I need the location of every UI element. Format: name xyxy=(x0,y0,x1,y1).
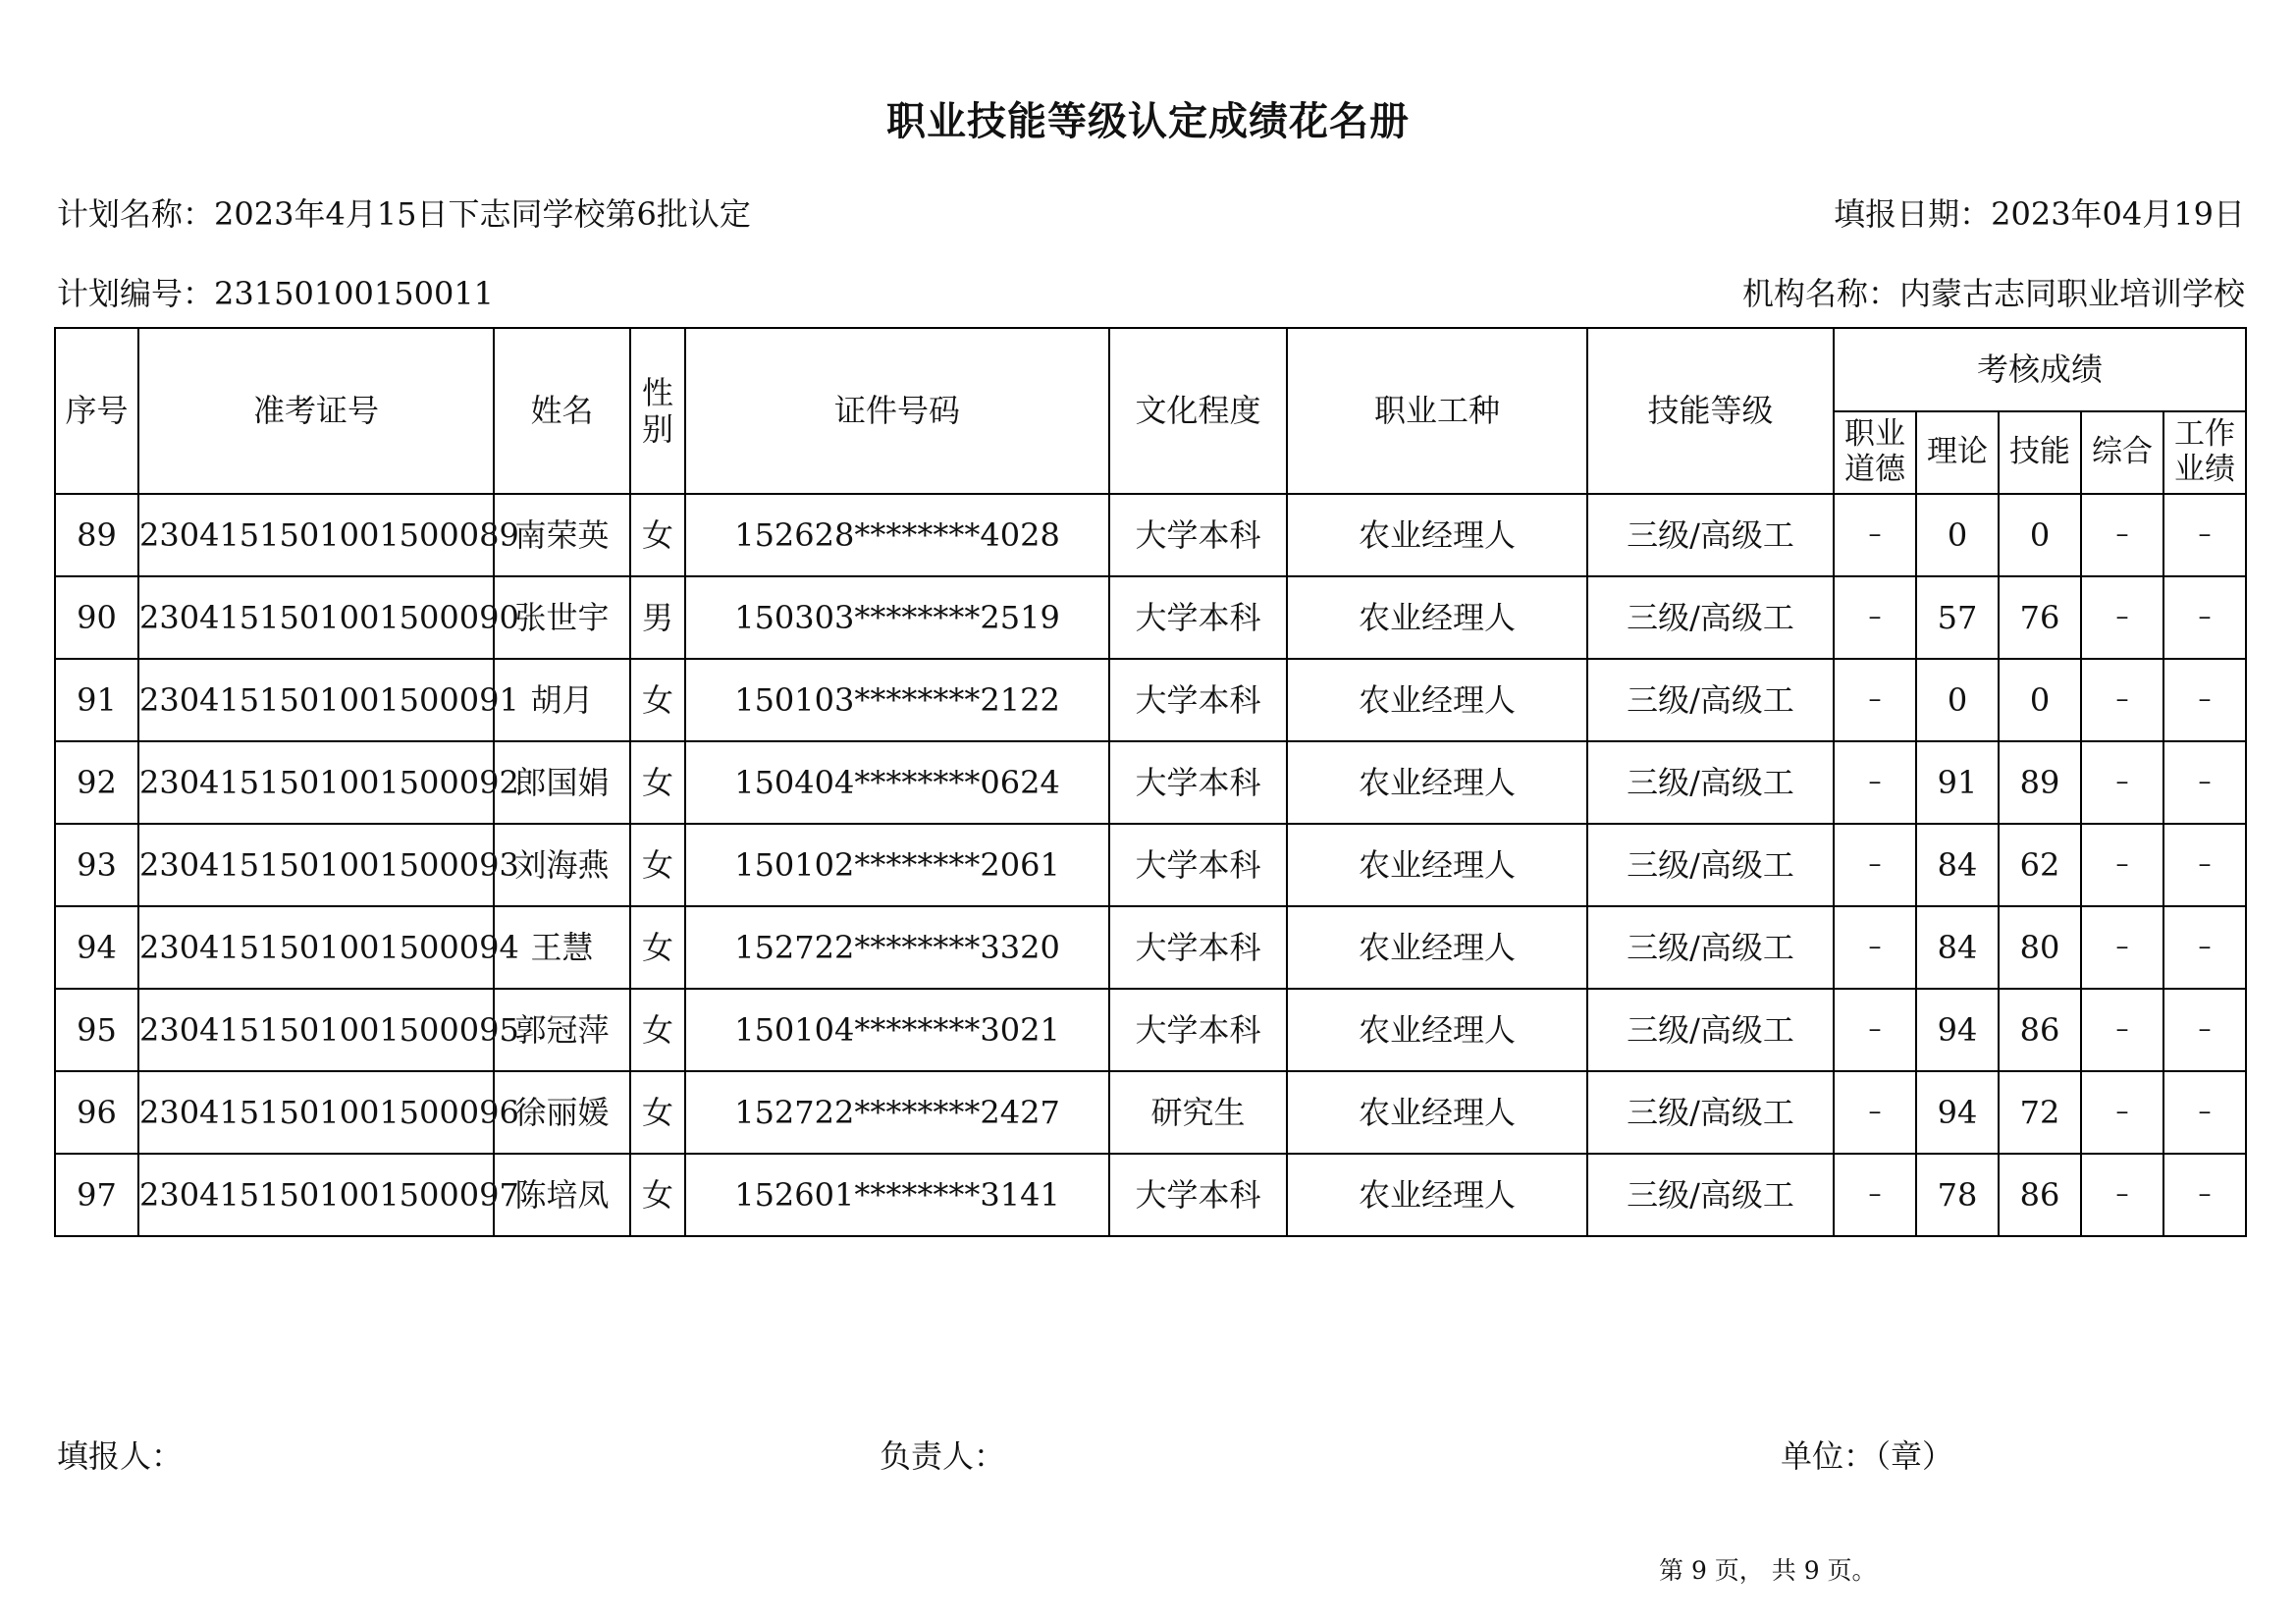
cell-ticket-no: 2304151501001500094 xyxy=(138,906,494,989)
cell-id-number: 152722********3320 xyxy=(685,906,1109,989)
header-theory: 理论 xyxy=(1916,411,1999,494)
cell-education: 研究生 xyxy=(1109,1071,1287,1154)
table-row xyxy=(55,659,2246,741)
cell-skill-level: 三级/高级工 xyxy=(1587,989,1834,1071)
cell-theory: 84 xyxy=(1916,824,1999,906)
table-row xyxy=(55,824,2246,906)
cell-seq: 90 xyxy=(55,576,138,659)
table-row xyxy=(55,989,2246,1071)
cell-education: 大学本科 xyxy=(1109,906,1287,989)
table-row xyxy=(55,494,2246,576)
cell-work-performance: – xyxy=(2163,659,2246,741)
cell-skill-level: 三级/高级工 xyxy=(1587,659,1834,741)
cell-work-performance: – xyxy=(2163,494,2246,576)
cell-seq: 96 xyxy=(55,1071,138,1154)
cell-skill: 0 xyxy=(1999,659,2081,741)
cell-name: 王慧 xyxy=(494,906,630,989)
cell-name: 郎国娟 xyxy=(494,741,630,824)
cell-skill-level: 三级/高级工 xyxy=(1587,906,1834,989)
cell-overall: – xyxy=(2081,576,2163,659)
cell-ethics: – xyxy=(1834,824,1916,906)
cell-skill-level: 三级/高级工 xyxy=(1587,494,1834,576)
cell-theory: 57 xyxy=(1916,576,1999,659)
cell-theory: 0 xyxy=(1916,494,1999,576)
cell-overall: – xyxy=(2081,989,2163,1071)
cell-id-number: 150104********3021 xyxy=(685,989,1109,1071)
report-date: 填报日期：2023年04月19日 xyxy=(1834,195,2245,233)
cell-gender: 女 xyxy=(630,906,685,989)
table-row xyxy=(55,741,2246,824)
cell-skill: 76 xyxy=(1999,576,2081,659)
filler-label: 填报人： xyxy=(57,1437,184,1475)
cell-occupation: 农业经理人 xyxy=(1287,1154,1587,1236)
page-title: 职业技能等级认定成绩花名册 xyxy=(886,99,1410,144)
table-row xyxy=(55,906,2246,989)
cell-ticket-no: 2304151501001500091 xyxy=(138,659,494,741)
cell-occupation: 农业经理人 xyxy=(1287,906,1587,989)
table-row xyxy=(55,1071,2246,1154)
header-skill-level: 技能等级 xyxy=(1587,328,1834,494)
cell-education: 大学本科 xyxy=(1109,576,1287,659)
header-id-number: 证件号码 xyxy=(685,328,1109,494)
cell-name: 郭冠萍 xyxy=(494,989,630,1071)
cell-skill: 89 xyxy=(1999,741,2081,824)
organization-name: 机构名称：内蒙古志同职业培训学校 xyxy=(1741,275,2245,312)
cell-theory: 84 xyxy=(1916,906,1999,989)
cell-ethics: – xyxy=(1834,494,1916,576)
cell-occupation: 农业经理人 xyxy=(1287,494,1587,576)
unit-seal-label: 单位：（章） xyxy=(1781,1437,1954,1475)
cell-gender: 女 xyxy=(630,824,685,906)
header-seq: 序号 xyxy=(55,328,138,494)
plan-name: 计划名称：2023年4月15日下志同学校第6批认定 xyxy=(57,195,751,233)
cell-overall: – xyxy=(2081,494,2163,576)
cell-ethics: – xyxy=(1834,576,1916,659)
cell-id-number: 150404********0624 xyxy=(685,741,1109,824)
cell-ethics: – xyxy=(1834,659,1916,741)
cell-id-number: 150102********2061 xyxy=(685,824,1109,906)
cell-theory: 78 xyxy=(1916,1154,1999,1236)
cell-seq: 95 xyxy=(55,989,138,1071)
header-gender: 性别 xyxy=(630,328,685,494)
cell-id-number: 152628********4028 xyxy=(685,494,1109,576)
cell-theory: 91 xyxy=(1916,741,1999,824)
cell-ethics: – xyxy=(1834,1071,1916,1154)
cell-education: 大学本科 xyxy=(1109,659,1287,741)
cell-skill: 80 xyxy=(1999,906,2081,989)
cell-theory: 0 xyxy=(1916,659,1999,741)
cell-overall: – xyxy=(2081,1071,2163,1154)
cell-gender: 男 xyxy=(630,576,685,659)
cell-ethics: – xyxy=(1834,906,1916,989)
cell-seq: 97 xyxy=(55,1154,138,1236)
cell-skill-level: 三级/高级工 xyxy=(1587,824,1834,906)
cell-ticket-no: 2304151501001500097 xyxy=(138,1154,494,1236)
cell-occupation: 农业经理人 xyxy=(1287,741,1587,824)
cell-seq: 92 xyxy=(55,741,138,824)
cell-gender: 女 xyxy=(630,494,685,576)
cell-seq: 94 xyxy=(55,906,138,989)
cell-work-performance: – xyxy=(2163,576,2246,659)
cell-ticket-no: 2304151501001500092 xyxy=(138,741,494,824)
cell-name: 徐丽媛 xyxy=(494,1071,630,1154)
cell-education: 大学本科 xyxy=(1109,494,1287,576)
cell-education: 大学本科 xyxy=(1109,989,1287,1071)
cell-id-number: 150103********2122 xyxy=(685,659,1109,741)
cell-ethics: – xyxy=(1834,741,1916,824)
cell-skill: 86 xyxy=(1999,1154,2081,1236)
cell-gender: 女 xyxy=(630,659,685,741)
plan-number: 计划编号：23150100150011 xyxy=(57,275,495,312)
header-skill: 技能 xyxy=(1999,411,2081,494)
cell-work-performance: – xyxy=(2163,989,2246,1071)
cell-ethics: – xyxy=(1834,989,1916,1071)
cell-skill: 0 xyxy=(1999,494,2081,576)
cell-overall: – xyxy=(2081,741,2163,824)
cell-skill-level: 三级/高级工 xyxy=(1587,741,1834,824)
cell-education: 大学本科 xyxy=(1109,741,1287,824)
cell-work-performance: – xyxy=(2163,1071,2246,1154)
cell-education: 大学本科 xyxy=(1109,824,1287,906)
cell-id-number: 152601********3141 xyxy=(685,1154,1109,1236)
cell-ticket-no: 2304151501001500090 xyxy=(138,576,494,659)
cell-id-number: 150303********2519 xyxy=(685,576,1109,659)
header-overall: 综合 xyxy=(2081,411,2163,494)
header-name: 姓名 xyxy=(494,328,630,494)
cell-skill-level: 三级/高级工 xyxy=(1587,1071,1834,1154)
cell-skill: 62 xyxy=(1999,824,2081,906)
cell-ticket-no: 2304151501001500095 xyxy=(138,989,494,1071)
cell-id-number: 152722********2427 xyxy=(685,1071,1109,1154)
page-number: 第 9 页， 共 9 页。 xyxy=(1659,1556,1877,1585)
cell-occupation: 农业经理人 xyxy=(1287,659,1587,741)
cell-education: 大学本科 xyxy=(1109,1154,1287,1236)
cell-gender: 女 xyxy=(630,1071,685,1154)
header-ethics: 职业道德 xyxy=(1834,411,1916,494)
table-row xyxy=(55,1154,2246,1236)
cell-ticket-no: 2304151501001500096 xyxy=(138,1071,494,1154)
cell-name: 南荣英 xyxy=(494,494,630,576)
cell-name: 胡月 xyxy=(494,659,630,741)
cell-overall: – xyxy=(2081,906,2163,989)
header-occupation: 职业工种 xyxy=(1287,328,1587,494)
cell-ticket-no: 2304151501001500089 xyxy=(138,494,494,576)
cell-overall: – xyxy=(2081,659,2163,741)
cell-occupation: 农业经理人 xyxy=(1287,1071,1587,1154)
cell-seq: 93 xyxy=(55,824,138,906)
cell-theory: 94 xyxy=(1916,989,1999,1071)
cell-ethics: – xyxy=(1834,1154,1916,1236)
cell-work-performance: – xyxy=(2163,1154,2246,1236)
cell-skill-level: 三级/高级工 xyxy=(1587,1154,1834,1236)
cell-skill: 86 xyxy=(1999,989,2081,1071)
header-education: 文化程度 xyxy=(1109,328,1287,494)
responsible-label: 负责人： xyxy=(880,1437,1006,1475)
cell-name: 陈培凤 xyxy=(494,1154,630,1236)
cell-gender: 女 xyxy=(630,1154,685,1236)
cell-occupation: 农业经理人 xyxy=(1287,576,1587,659)
header-assessment-scores: 考核成绩 xyxy=(1834,328,2246,411)
cell-ticket-no: 2304151501001500093 xyxy=(138,824,494,906)
cell-overall: – xyxy=(2081,1154,2163,1236)
cell-gender: 女 xyxy=(630,989,685,1071)
cell-name: 张世宇 xyxy=(494,576,630,659)
cell-theory: 94 xyxy=(1916,1071,1999,1154)
roster-body xyxy=(55,494,2246,1236)
cell-occupation: 农业经理人 xyxy=(1287,824,1587,906)
cell-skill-level: 三级/高级工 xyxy=(1587,576,1834,659)
cell-work-performance: – xyxy=(2163,906,2246,989)
cell-name: 刘海燕 xyxy=(494,824,630,906)
header-work-performance: 工作业绩 xyxy=(2163,411,2246,494)
cell-occupation: 农业经理人 xyxy=(1287,989,1587,1071)
cell-overall: – xyxy=(2081,824,2163,906)
cell-work-performance: – xyxy=(2163,741,2246,824)
cell-seq: 91 xyxy=(55,659,138,741)
cell-seq: 89 xyxy=(55,494,138,576)
cell-work-performance: – xyxy=(2163,824,2246,906)
score-roster-table xyxy=(54,327,2247,1237)
cell-skill: 72 xyxy=(1999,1071,2081,1154)
header-ticket-no: 准考证号 xyxy=(138,328,494,494)
table-row xyxy=(55,576,2246,659)
cell-gender: 女 xyxy=(630,741,685,824)
